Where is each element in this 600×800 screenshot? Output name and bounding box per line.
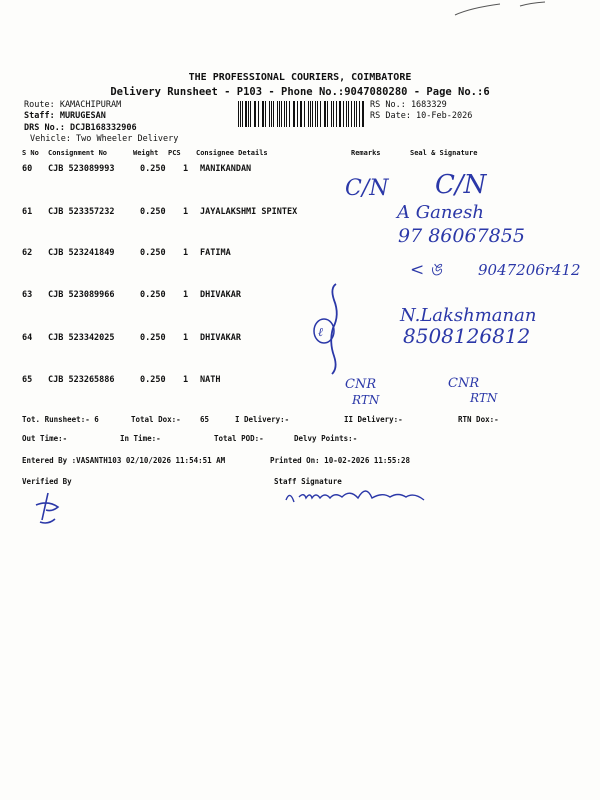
out-time: Out Time:- <box>22 434 68 443</box>
row65-sign-2: RTN <box>470 391 498 405</box>
row-consignment: CJB 523357232 <box>48 207 115 217</box>
row-consignee: FATIMA <box>200 248 231 258</box>
row-sno: 61 <box>22 207 33 217</box>
col-remarks: Remarks <box>351 149 381 157</box>
rtn-dox: RTN Dox:- <box>458 415 499 424</box>
runsheet-subtitle: Delivery Runsheet - P103 - Phone No.:9047080280 - Page No.:6 <box>110 86 490 98</box>
company-title: THE PROFESSIONAL COURIERS, COIMBATORE <box>188 72 412 83</box>
route-label: Route: KAMACHIPURAM <box>24 100 122 110</box>
row62-phone-handwriting: 9047206r412 <box>478 261 581 279</box>
row60-remark-handwriting: C/N <box>345 176 389 201</box>
col-weight: Weight <box>133 149 159 157</box>
col-consignment: Consignment No <box>48 149 108 157</box>
row-pcs: 1 <box>183 375 189 385</box>
rs-number: RS No.: 1683329 <box>370 100 447 110</box>
row-consignment: CJB 523342025 <box>48 333 115 343</box>
row-pcs: 1 <box>183 207 189 217</box>
row-consignee: JAYALAKSHMI SPINTEX <box>200 207 298 217</box>
row64-inner-mark: ℓ <box>318 325 323 339</box>
row65-remark-2: RTN <box>352 393 380 407</box>
row-sno: 64 <box>22 333 33 343</box>
staff-signature-scribble <box>286 491 424 502</box>
row65-remark-1: CNR <box>345 377 377 392</box>
row-weight: 0.250 <box>140 290 166 300</box>
row62-sign-mark: < ঙ <box>410 260 443 280</box>
row-pcs: 1 <box>183 333 189 343</box>
total-dox-value: 65 <box>200 415 210 424</box>
row-weight: 0.250 <box>140 375 166 385</box>
row-consignee: NATH <box>200 375 221 385</box>
vehicle-label: Vehicle: Two Wheeler Delivery <box>30 134 179 144</box>
row-weight: 0.250 <box>140 333 166 343</box>
total-runsheet: Tot. Runsheet:- 6 <box>22 415 99 424</box>
row61-phone-handwriting: 97 86067855 <box>398 225 525 247</box>
row-consignment: CJB 523265886 <box>48 375 115 385</box>
total-pod: Total POD:- <box>214 434 264 443</box>
row-weight: 0.250 <box>140 248 166 258</box>
row-sno: 65 <box>22 375 33 385</box>
i-delivery: I Delivery:- <box>235 415 290 424</box>
col-seal-signature: Seal & Signature <box>410 149 478 157</box>
row-pcs: 1 <box>183 290 189 300</box>
entered-by: Entered By :VASANTH103 02/10/2026 11:54:51 AM <box>22 456 226 465</box>
row-consignment: CJB 523089993 <box>48 164 115 174</box>
row-consignee: DHIVAKAR <box>200 290 241 300</box>
total-dox-label: Total Dox:- <box>131 415 181 424</box>
row61-name-handwriting: A Ganesh <box>397 202 484 223</box>
rs-date: RS Date: 10-Feb-2026 <box>370 111 473 121</box>
col-consignee: Consignee Details <box>196 149 268 157</box>
staff-label: Staff: MURUGESAN <box>24 111 106 121</box>
circle-mark <box>314 319 334 343</box>
row60-sign-handwriting: C/N <box>435 170 487 200</box>
row64-phone-handwriting: 8508126812 <box>403 324 531 348</box>
printed-on: Printed On: 10-02-2026 11:55:28 <box>270 456 410 465</box>
drs-number: DRS No.: DCJB168332906 <box>24 123 137 133</box>
ii-delivery: II Delivery:- <box>344 415 403 424</box>
row64-name-handwriting: N.Lakshmanan <box>400 305 537 326</box>
delvy-points: Delvy Points:- <box>294 434 358 443</box>
row-pcs: 1 <box>183 248 189 258</box>
row-consignee: DHIVAKAR <box>200 333 241 343</box>
staff-signature-label: Staff Signature <box>274 477 342 486</box>
row-consignment: CJB 523089966 <box>48 290 115 300</box>
row-consignee: MANIKANDAN <box>200 164 252 174</box>
row-pcs: 1 <box>183 164 189 174</box>
row-weight: 0.250 <box>140 207 166 217</box>
col-sno: S No <box>22 149 39 157</box>
verified-signature <box>36 493 58 523</box>
col-pcs: PCS <box>168 149 181 157</box>
row-weight: 0.250 <box>140 164 166 174</box>
row65-sign-1: CNR <box>448 376 480 391</box>
row-sno: 60 <box>22 164 33 174</box>
verified-by-label: Verified By <box>22 477 72 486</box>
row-sno: 63 <box>22 290 33 300</box>
row-sno: 62 <box>22 248 33 258</box>
row-consignment: CJB 523241849 <box>48 248 115 258</box>
in-time: In Time:- <box>120 434 161 443</box>
